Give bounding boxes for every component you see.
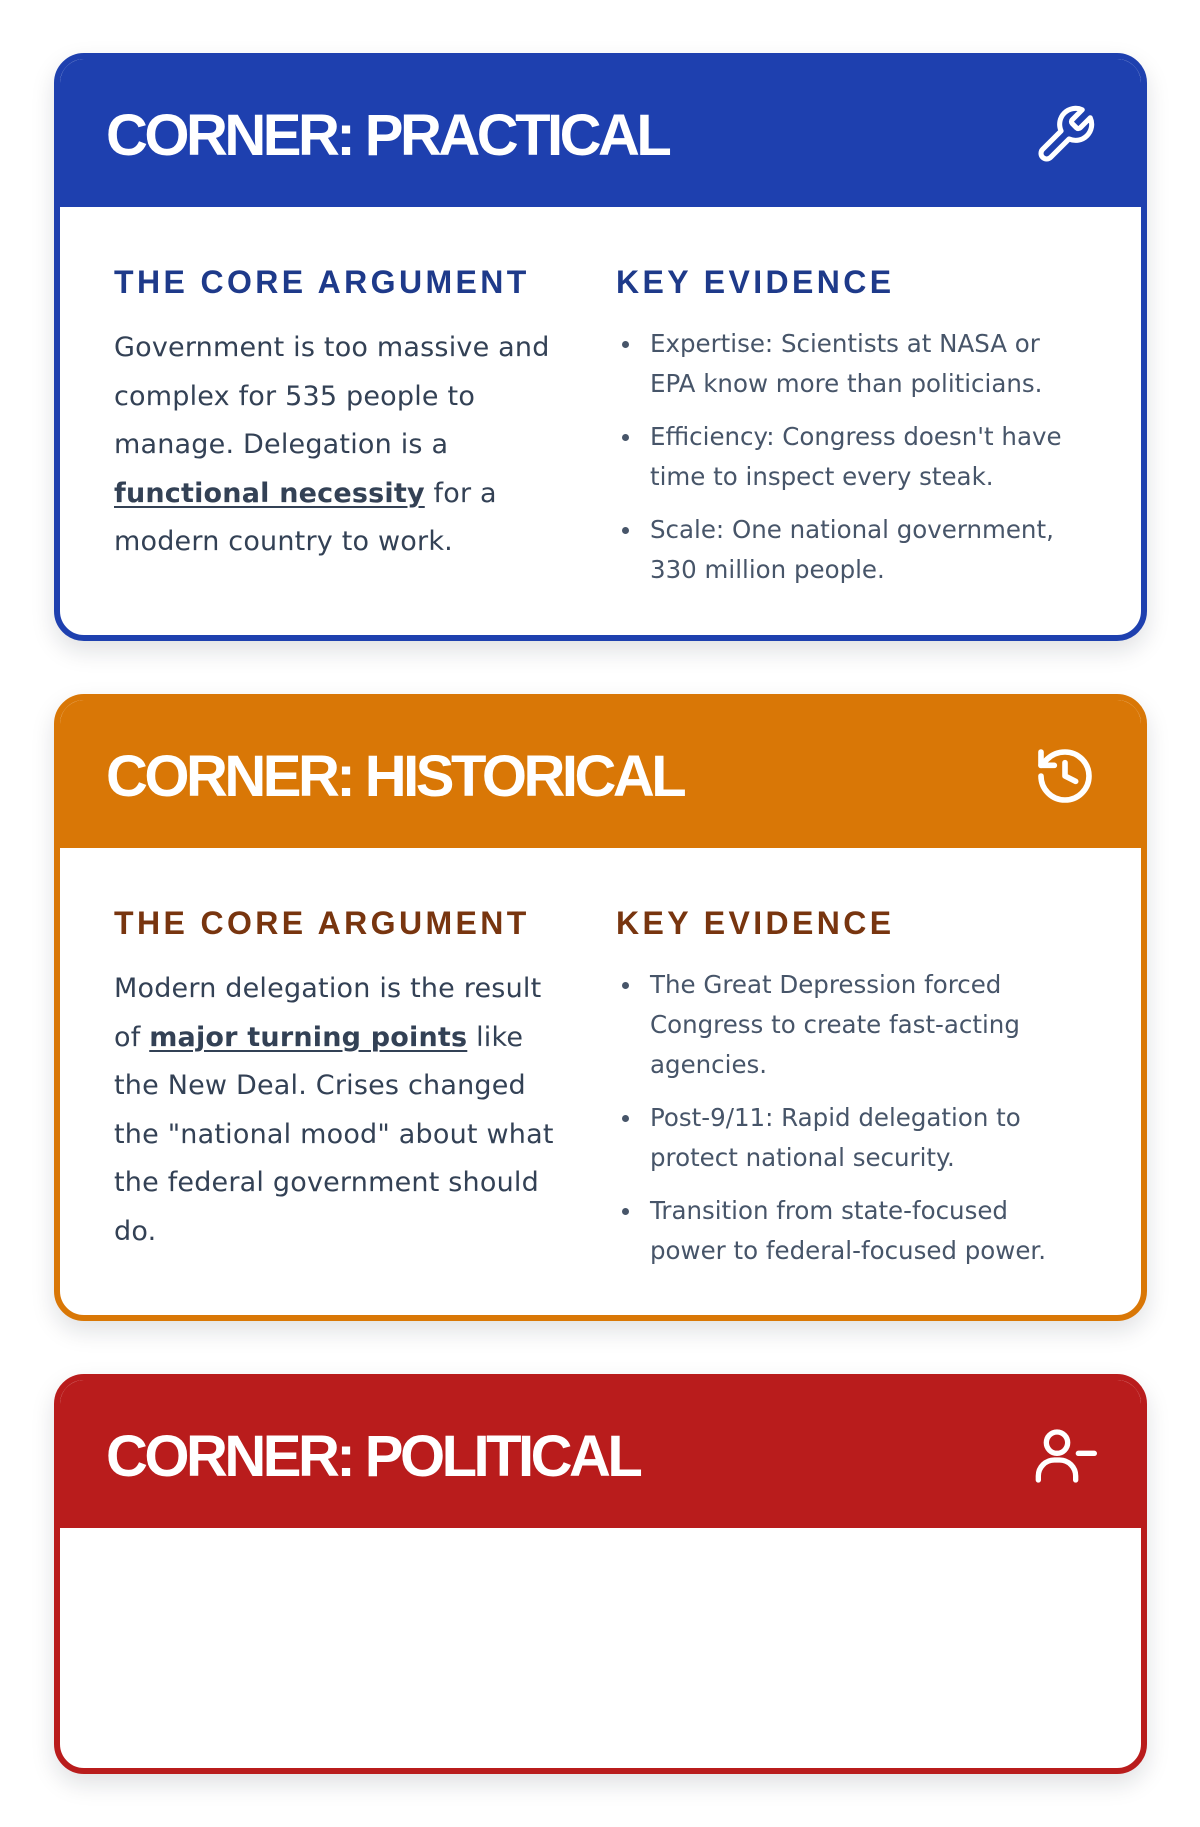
- core-argument-text: [114, 965, 574, 1256]
- evidence-item: The Great Depression forced Congress to create fast-acting agencies.: [616, 965, 1086, 1085]
- core-argument-section: [114, 903, 574, 1256]
- evidence-item: Transition from state-focused power to federal-focused power.: [616, 1191, 1086, 1271]
- evidence-item: Scale: One national government, 330 million people.: [616, 510, 1086, 590]
- card-header: [60, 700, 1141, 848]
- corners-page: [54, 53, 1147, 1827]
- key-evidence-heading: KEY EVIDENCE: [616, 905, 895, 941]
- card-title: CORNER: POLITICAL: [106, 1424, 640, 1489]
- history-clock-icon: [1033, 744, 1097, 808]
- corner-card-political: [54, 1374, 1147, 1774]
- argument-text-end: like the New Deal. Crises changed the "national mood" about what the federal government should do.: [114, 1021, 554, 1247]
- card-header: [60, 1380, 1141, 1528]
- argument-text-start: Government is too massive and complex for 535 people to manage. Delegation is a: [114, 332, 550, 460]
- core-argument-section: [114, 262, 574, 567]
- user-minus-icon: [1033, 1424, 1097, 1488]
- argument-emphasis: functional necessity: [114, 477, 425, 509]
- core-argument-heading: THE CORE ARGUMENT: [114, 264, 530, 300]
- evidence-list: [616, 965, 1086, 1271]
- core-argument-text: [114, 324, 574, 567]
- corner-card-practical: [54, 53, 1147, 641]
- argument-text-start: Modern delegation is the result of: [114, 973, 542, 1053]
- evidence-item: Expertise: Scientists at NASA or EPA know more than politicians.: [616, 324, 1086, 404]
- card-title: CORNER: HISTORICAL: [106, 744, 684, 809]
- key-evidence-section: [616, 262, 1086, 603]
- core-argument-heading: THE CORE ARGUMENT: [114, 905, 530, 941]
- corner-card-historical: [54, 694, 1147, 1321]
- evidence-list: [616, 324, 1086, 590]
- evidence-item: Efficiency: Congress doesn't have time to inspect every steak.: [616, 417, 1086, 497]
- argument-text-end: for a modern country to work.: [114, 477, 497, 557]
- card-header: [60, 59, 1141, 207]
- key-evidence-heading: KEY EVIDENCE: [616, 264, 895, 300]
- key-evidence-section: [616, 903, 1086, 1284]
- card-title: CORNER: PRACTICAL: [106, 103, 669, 168]
- wrench-icon: [1033, 103, 1097, 167]
- argument-emphasis: major turning points: [149, 1021, 468, 1053]
- evidence-item: Post-9/11: Rapid delegation to protect national security.: [616, 1098, 1086, 1178]
